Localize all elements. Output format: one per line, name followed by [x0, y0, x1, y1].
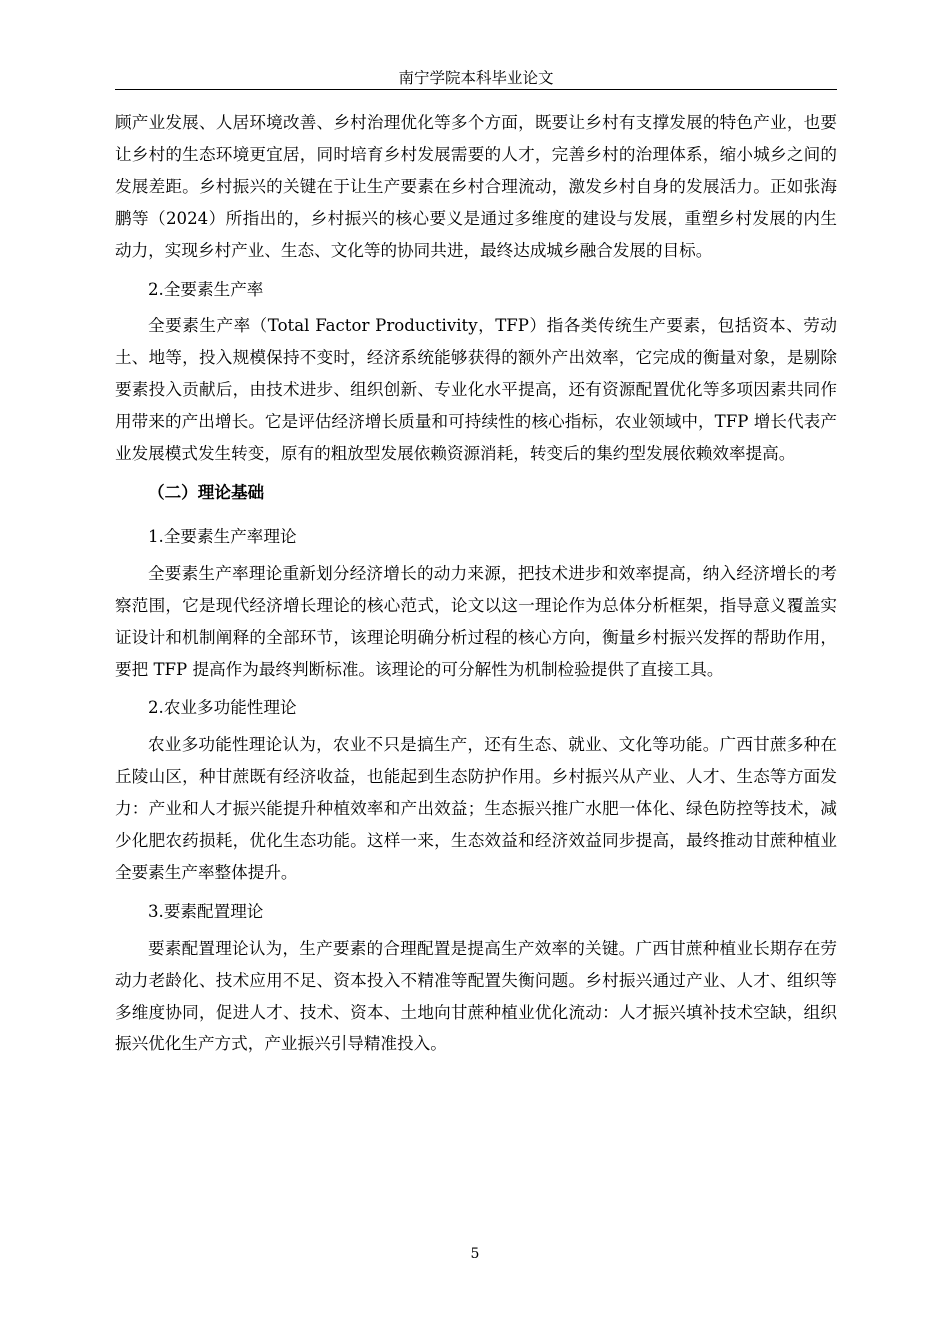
section-heading-theory: （二）理论基础 [148, 482, 265, 502]
paragraph-factor-allocation-theory: 要素配置理论认为，生产要素的合理配置是提高生产效率的关键。广西甘蔗种植业长期存在劳动力老龄化、技术应用不足、资本投入不精准等配置失衡问题。乡村振兴通过产业、人才、组织等多维度协同，促进人才、技术、资本、土地向甘蔗种植业优化流动：人才振兴填补技术空缺，组织振兴优化生产方式，产业振兴引导精准投入。 [115, 938, 837, 1054]
paragraph-tfp-definition: 全要素生产率（Total Factor Productivity，TFP）指各类传统生产要素，包括资本、劳动土、地等，投入规模保持不变时，经济系统能够获得的额外产出效率，它完成的衡量对象，是剔除要素投入贡献后，由技术进步、组织创新、专业化水平提高，还有资源配置优化等多项因素共同作用带来的产出增长。它是评估经济增长质量和可持续性的核心指标，农业领域中，TFP 增长代表产业发展模式发生转变，原有的粗放型发展依赖资源消耗，转变后的集约型发展依赖效率提高。 [115, 316, 837, 464]
paragraph-multifunctionality-theory: 农业多功能性理论认为，农业不只是搞生产，还有生态、就业、文化等功能。广西甘蔗多种在丘陵山区，种甘蔗既有经济收益，也能起到生态防护作用。乡村振兴从产业、人才、生态等方面发力：产业和人才振兴能提升种植效率和产出效益；生态振兴推广水肥一体化、绿色防控等技术，减少化肥农药损耗，优化生态功能。这样一来，生态效益和经济效益同步提高，最终推动甘蔗种植业全要素生产率整体提升。 [115, 735, 837, 882]
page-body [115, 107, 837, 1060]
page-header-title: 南宁学院本科毕业论文 [398, 69, 554, 87]
subheading-multifunctionality-theory: 2.农业多功能性理论 [148, 698, 297, 718]
paragraph-intro-continuation: 顾产业发展、人居环境改善、乡村治理优化等多个方面，既要让乡村有支撑发展的特色产业，也要让乡村的生态环境更宜居，同时培育乡村发展需要的人才，完善乡村的治理体系，缩小城乡之间的发展差距。乡村振兴的关键在于让生产要素在乡村合理流动，激发乡村自身的发展活力。正如张海鹏等（2024）所指出的，乡村振兴的核心要义是通过多维度的建设与发展，重塑乡村发展的内生动力，实现乡村产业、生态、文化等的协同共进，最终达成城乡融合发展的目标。 [115, 113, 837, 260]
header-divider [115, 89, 837, 90]
subheading-factor-allocation-theory: 3.要素配置理论 [148, 901, 264, 921]
subheading-tfp: 2.全要素生产率 [148, 279, 264, 299]
paragraph-tfp-theory: 全要素生产率理论重新划分经济增长的动力来源，把技术进步和效率提高，纳入经济增长的考察范围，它是现代经济增长理论的核心范式，论文以这一理论作为总体分析框架，指导意义覆盖实证设计和机制阐释的全部环节，该理论明确分析过程的核心方向，衡量乡村振兴发挥的帮助作用，要把 TFP 提高作为最终判断标准。该理论的可分解性为机制检验提供了直接工具。 [115, 563, 837, 679]
subheading-tfp-theory: 1.全要素生产率理论 [148, 526, 297, 546]
page-number: 5 [470, 1246, 480, 1262]
